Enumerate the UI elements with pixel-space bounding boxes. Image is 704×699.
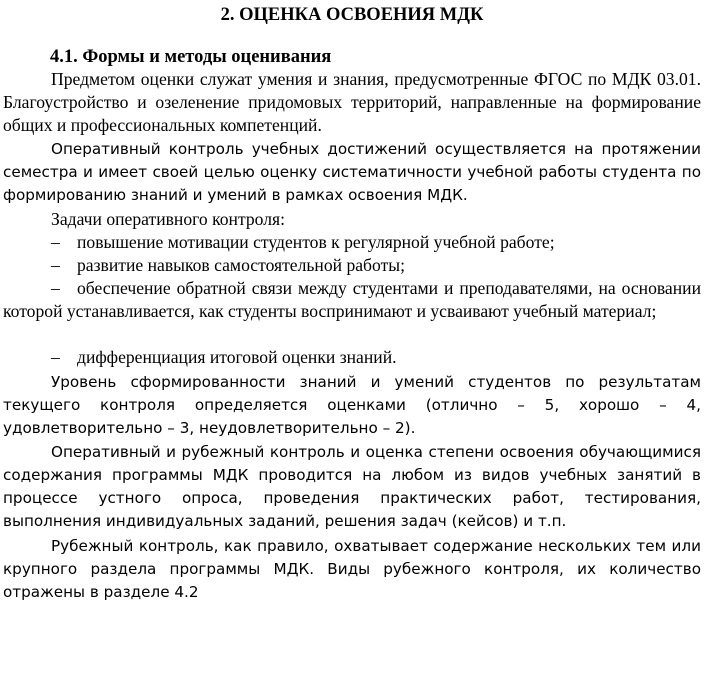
bullet-dash: – [51, 255, 60, 275]
task-text: обеспечение обратной связи между студентами и преподавателями, на основании которой устанавливается, как студенты воспринимают и усваивают учебный материал; [3, 278, 701, 321]
subsection-title: 4.1. Формы и методы оценивания [50, 47, 332, 67]
task-list-item [3, 254, 701, 277]
boundary-scope-paragraph: Рубежный контроль, как правило, охватывает содержание нескольких тем или крупного раздела программы МДК. Виды рубежного контроля, их количество отражены в разделе 4.2 [3, 537, 701, 601]
task-list-item [3, 231, 701, 254]
task-text: дифференциация итоговой оценки знаний. [77, 347, 397, 367]
operational-control-paragraph: Оперативный контроль учебных достижений осуществляется на протяжении семестра и имеет своей целью оценку систематичности учебной работы студента по формированию знаний и умений в рамках освоения МДК. [3, 140, 701, 204]
task-list-item [3, 277, 701, 323]
bullet-dash: – [51, 278, 60, 298]
bullet-dash: – [51, 232, 60, 252]
boundary-control-paragraph: Оперативный и рубежный контроль и оценка степени освоения обучающимися содержания программы МДК проводится на любом из видов учебных занятий в процессе устного опроса, проведения практических работ, тестирования, выполнения индивидуальных заданий, решения задач (кейсов) и т.п. [3, 443, 701, 530]
task-text: развитие навыков самостоятельной работы; [77, 255, 405, 275]
section-title: 2. ОЦЕНКА ОСВОЕНИЯ МДК [220, 5, 484, 25]
intro-paragraph: Предметом оценки служат умения и знания, предусмотренные ФГОС по МДК 03.01. Благоустройство и озеленение придомовых территорий, направленные на формирование общих и профессиональных компетенций. [3, 69, 701, 135]
task-list-item [3, 346, 701, 369]
bullet-dash: – [51, 347, 60, 367]
grading-paragraph: Уровень сформированности знаний и умений студентов по результатам текущего контроля определяется оценками (отлично – 5, хорошо – 4, удовлетворительно – 3, неудовлетворительно – 2). [3, 373, 701, 437]
task-text: повышение мотивации студентов к регулярной учебной работе; [77, 232, 555, 252]
tasks-heading: Задачи оперативного контроля: [51, 209, 286, 229]
